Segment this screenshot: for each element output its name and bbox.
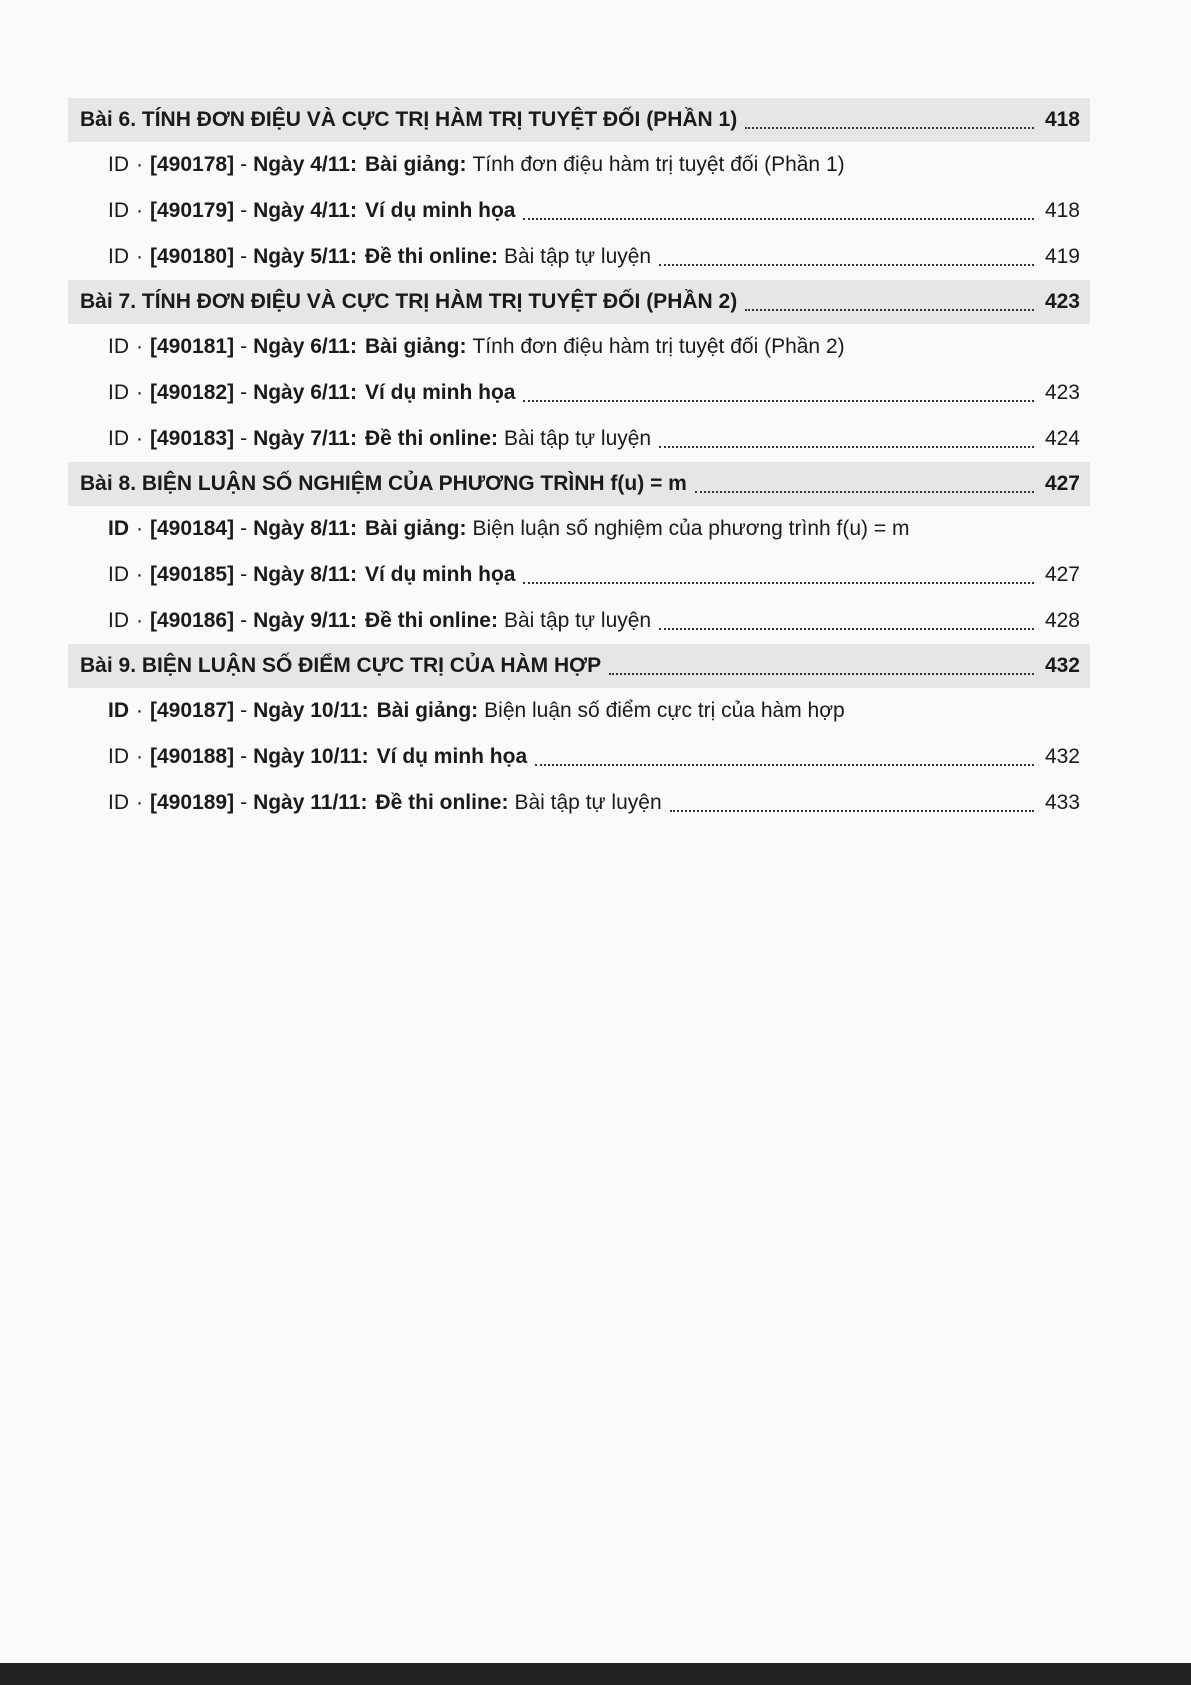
separator: · <box>136 517 143 540</box>
id-label: ID <box>108 427 129 450</box>
entry-title: Bài tập tự luyện <box>503 245 652 268</box>
dash: - <box>240 199 248 222</box>
entry-kind: Đề thi online: <box>364 609 498 632</box>
entry-day: Ngày 9/11: <box>253 609 357 632</box>
id-label: ID <box>108 245 129 268</box>
section-page-number: 418 <box>1044 108 1080 131</box>
id-label: ID <box>108 153 129 176</box>
dot-leader <box>659 446 1034 448</box>
dash: - <box>240 427 248 450</box>
id-label: ID <box>108 745 129 768</box>
toc-section <box>68 644 1090 826</box>
entry-id: [490186] <box>150 609 235 632</box>
dot-leader <box>659 628 1034 630</box>
entry-kind: Đề thi online: <box>364 245 498 268</box>
entry-id: [490187] <box>150 699 235 722</box>
entry-title: Bài tập tự luyện <box>503 609 652 632</box>
id-label: ID <box>108 609 129 632</box>
separator: · <box>136 699 143 722</box>
entry-page-number: 433 <box>1044 791 1080 814</box>
entry-kind: Ví dụ minh họa <box>364 563 516 586</box>
id-label: ID <box>108 517 129 540</box>
toc-section <box>68 462 1090 644</box>
entry-title: Biện luận số nghiệm của phương trình f(u) = m <box>472 517 910 540</box>
toc-entry[interactable] <box>68 324 1090 370</box>
section-page-number: 427 <box>1044 472 1080 495</box>
toc-entry[interactable] <box>68 416 1090 462</box>
entry-id: [490182] <box>150 381 235 404</box>
entry-id: [490179] <box>150 199 235 222</box>
dot-leader <box>695 491 1034 493</box>
section-title: Bài 7. TÍNH ĐƠN ĐIỆU VÀ CỰC TRỊ HÀM TRỊ TUYỆT ĐỐI (PHẦN 2) <box>80 290 738 313</box>
section-title: Bài 8. BIỆN LUẬN SỐ NGHIỆM CỦA PHƯƠNG TRÌNH f(u) = m <box>80 472 687 495</box>
dash: - <box>240 699 248 722</box>
entry-kind: Bài giảng: <box>376 699 479 722</box>
toc-entry[interactable] <box>68 780 1090 826</box>
entry-day: Ngày 7/11: <box>253 427 357 450</box>
entry-id: [490184] <box>150 517 235 540</box>
toc-entry[interactable] <box>68 188 1090 234</box>
entry-day: Ngày 10/11: <box>253 699 369 722</box>
dash: - <box>240 153 248 176</box>
dot-leader <box>609 673 1034 675</box>
entry-id: [490183] <box>150 427 235 450</box>
entry-day: Ngày 8/11: <box>253 517 357 540</box>
section-page-number: 423 <box>1044 290 1080 313</box>
dot-leader <box>523 218 1034 220</box>
separator: · <box>136 745 143 768</box>
table-of-contents <box>68 98 1090 826</box>
dash: - <box>240 335 248 358</box>
entry-kind: Ví dụ minh họa <box>364 381 516 404</box>
separator: · <box>136 791 143 814</box>
entry-day: Ngày 6/11: <box>253 335 357 358</box>
dot-leader <box>659 264 1034 266</box>
toc-entry[interactable] <box>68 142 1090 188</box>
section-header[interactable] <box>68 280 1090 324</box>
entry-day: Ngày 4/11: <box>253 199 357 222</box>
entry-id: [490189] <box>150 791 235 814</box>
dot-leader <box>523 582 1034 584</box>
entry-title: Bài tập tự luyện <box>503 427 652 450</box>
entry-page-number: 424 <box>1044 427 1080 450</box>
entry-page-number: 419 <box>1044 245 1080 268</box>
dot-leader <box>535 764 1034 766</box>
toc-entry[interactable] <box>68 734 1090 780</box>
dash: - <box>240 517 248 540</box>
entry-kind: Bài giảng: <box>364 335 467 358</box>
entry-title: Biện luận số điểm cực trị của hàm hợp <box>484 699 845 722</box>
entry-page-number: 432 <box>1044 745 1080 768</box>
entry-kind: Ví dụ minh họa <box>376 745 528 768</box>
id-label: ID <box>108 791 129 814</box>
separator: · <box>136 563 143 586</box>
section-title: Bài 9. BIỆN LUẬN SỐ ĐIỂM CỰC TRỊ CỦA HÀM HỢP <box>80 654 602 677</box>
toc-entry[interactable] <box>68 688 1090 734</box>
scan-bottom-edge <box>0 1663 1191 1685</box>
separator: · <box>136 335 143 358</box>
entry-id: [490185] <box>150 563 235 586</box>
toc-entry[interactable] <box>68 506 1090 552</box>
id-label: ID <box>108 563 129 586</box>
section-title: Bài 6. TÍNH ĐƠN ĐIỆU VÀ CỰC TRỊ HÀM TRỊ TUYỆT ĐỐI (PHẦN 1) <box>80 108 738 131</box>
dot-leader <box>670 810 1034 812</box>
separator: · <box>136 153 143 176</box>
entry-id: [490180] <box>150 245 235 268</box>
entry-day: Ngày 11/11: <box>253 791 368 814</box>
id-label: ID <box>108 381 129 404</box>
entry-page-number: 428 <box>1044 609 1080 632</box>
id-label: ID <box>108 199 129 222</box>
entry-day: Ngày 10/11: <box>253 745 369 768</box>
dash: - <box>240 791 248 814</box>
entry-kind: Đề thi online: <box>364 427 498 450</box>
entry-title: Bài tập tự luyện <box>514 791 662 814</box>
toc-entry[interactable] <box>68 552 1090 598</box>
entry-day: Ngày 6/11: <box>253 381 357 404</box>
separator: · <box>136 199 143 222</box>
separator: · <box>136 427 143 450</box>
entry-day: Ngày 4/11: <box>253 153 357 176</box>
entry-id: [490181] <box>150 335 235 358</box>
entry-id: [490178] <box>150 153 235 176</box>
dot-leader <box>745 309 1034 311</box>
dot-leader <box>523 400 1034 402</box>
entry-kind: Ví dụ minh họa <box>364 199 516 222</box>
entry-day: Ngày 8/11: <box>253 563 357 586</box>
entry-title: Tính đơn điệu hàm trị tuyệt đối (Phần 1) <box>472 153 845 176</box>
separator: · <box>136 381 143 404</box>
separator: · <box>136 609 143 632</box>
toc-section <box>68 280 1090 462</box>
section-header[interactable] <box>68 644 1090 688</box>
entry-title: Tính đơn điệu hàm trị tuyệt đối (Phần 2) <box>472 335 845 358</box>
entry-kind: Bài giảng: <box>364 153 467 176</box>
toc-entry[interactable] <box>68 598 1090 644</box>
section-header[interactable] <box>68 98 1090 142</box>
dash: - <box>240 745 248 768</box>
entry-id: [490188] <box>150 745 235 768</box>
section-page-number: 432 <box>1044 654 1080 677</box>
id-label: ID <box>108 699 129 722</box>
dash: - <box>240 381 248 404</box>
dot-leader <box>745 127 1034 129</box>
toc-section <box>68 98 1090 280</box>
dash: - <box>240 245 248 268</box>
toc-entry[interactable] <box>68 234 1090 280</box>
id-label: ID <box>108 335 129 358</box>
entry-page-number: 418 <box>1044 199 1080 222</box>
toc-entry[interactable] <box>68 370 1090 416</box>
dash: - <box>240 609 248 632</box>
entry-page-number: 423 <box>1044 381 1080 404</box>
entry-day: Ngày 5/11: <box>253 245 357 268</box>
section-header[interactable] <box>68 462 1090 506</box>
dash: - <box>240 563 248 586</box>
entry-kind: Đề thi online: <box>375 791 509 814</box>
separator: · <box>136 245 143 268</box>
entry-page-number: 427 <box>1044 563 1080 586</box>
entry-kind: Bài giảng: <box>364 517 467 540</box>
